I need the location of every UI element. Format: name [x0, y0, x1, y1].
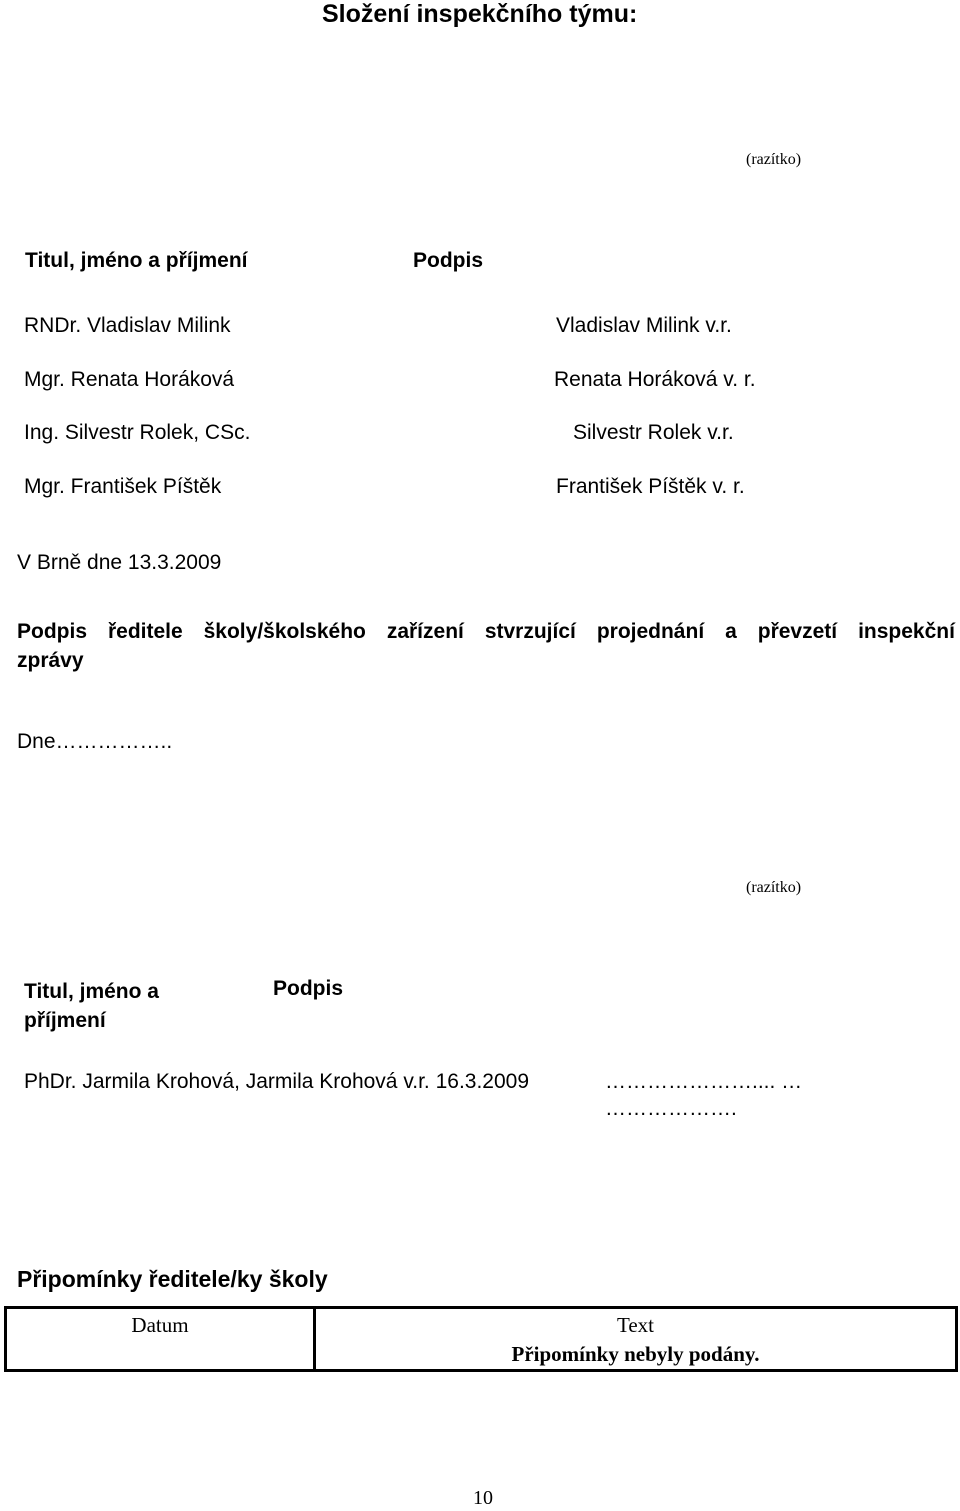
page-number: 10: [473, 1487, 493, 1509]
approval-word: a: [725, 620, 737, 643]
stamp-label: (razítko): [746, 879, 802, 896]
approval-word: projednání: [596, 620, 705, 643]
approval-word: Podpis: [17, 620, 88, 643]
approval-statement: [17, 617, 955, 675]
approval-word: ředitele: [107, 620, 183, 643]
team-header-name: Titul, jméno a příjmení: [25, 249, 248, 272]
column-header-date: Datum: [131, 1313, 189, 1337]
director-header-name: Titul, jméno a příjmení: [24, 980, 159, 1032]
approval-word: inspekční: [858, 620, 955, 643]
signature-dots: ………………….... …: [605, 1070, 803, 1093]
team-header-signature: Podpis: [413, 249, 484, 272]
inspector-signature: Vladislav Milink v.r.: [556, 314, 732, 337]
inspector-name: RNDr. Vladislav Milink: [24, 314, 231, 337]
approval-word: převzetí: [757, 620, 838, 643]
place-and-date: V Brně dne 13.3.2009: [17, 551, 222, 574]
director-signature-line: PhDr. Jarmila Krohová, Jarmila Krohová v.r. 16.3.2009: [24, 1070, 530, 1093]
comments-table: [4, 1306, 958, 1372]
comments-date-cell: [6, 1308, 315, 1371]
inspector-signature: Renata Horáková v. r.: [554, 368, 756, 391]
signature-dots: ……………….: [605, 1097, 737, 1120]
comments-text-cell: [315, 1308, 957, 1371]
approval-word: stvrzující: [484, 620, 576, 643]
inspector-signature: František Píštěk v. r.: [556, 475, 745, 498]
table-row: [6, 1308, 957, 1371]
document-title: Složení inspekčního týmu:: [322, 0, 638, 28]
inspector-name: Ing. Silvestr Rolek, CSc.: [24, 421, 251, 444]
approval-line-2: zprávy: [17, 649, 84, 672]
approval-word: zařízení: [386, 620, 464, 643]
date-line: Dne……………..: [17, 730, 173, 753]
stamp-label: (razítko): [746, 151, 802, 168]
approval-word: školy/školského: [203, 620, 366, 643]
director-header-signature: Podpis: [273, 977, 344, 1000]
comments-title: Připomínky ředitele/ky školy: [17, 1266, 328, 1292]
column-header-text: Text: [616, 1313, 655, 1337]
comments-value: Připomínky nebyly podány.: [511, 1342, 760, 1366]
approval-line-1: [17, 617, 955, 646]
inspector-name: Mgr. František Píštěk: [24, 475, 222, 498]
inspector-name: Mgr. Renata Horáková: [24, 368, 235, 391]
inspector-signature: Silvestr Rolek v.r.: [573, 421, 734, 444]
